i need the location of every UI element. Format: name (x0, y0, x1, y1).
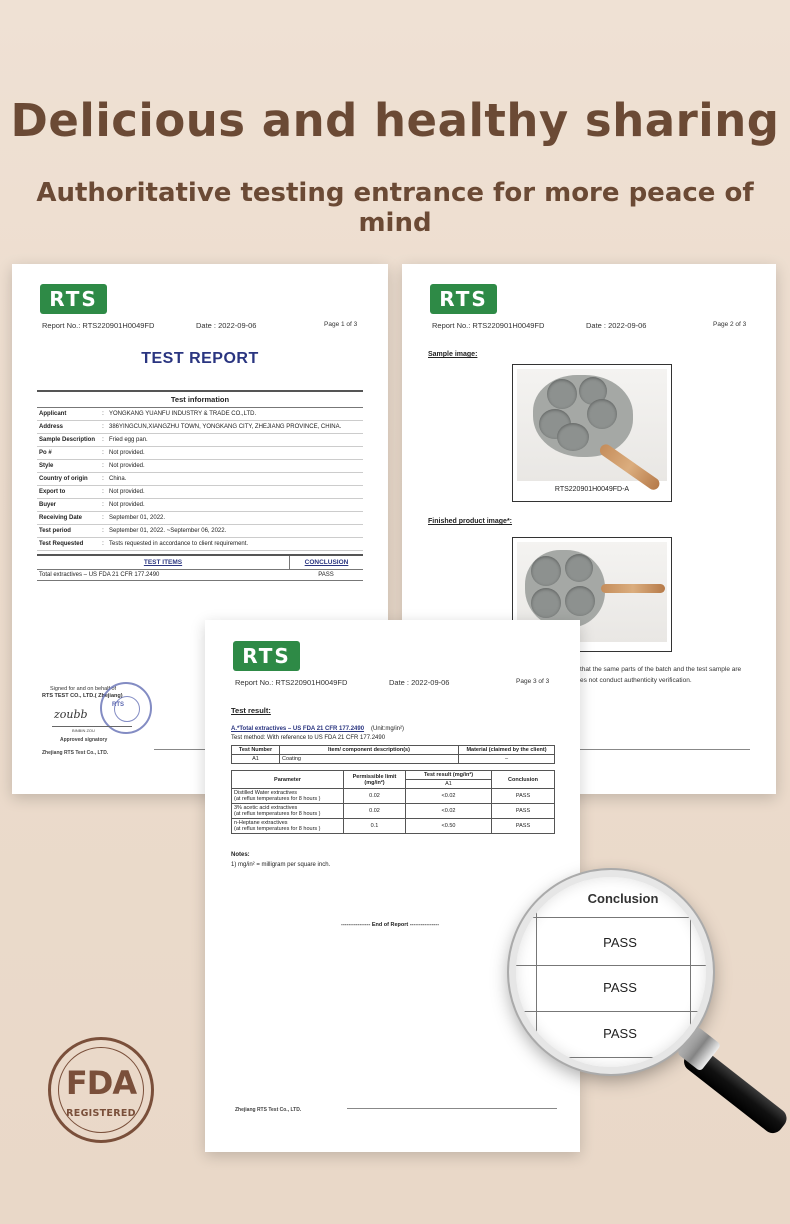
note-line-1: that the same parts of the batch and the test sample are (580, 666, 742, 673)
sample-image (517, 369, 667, 481)
sample-image-frame (512, 364, 672, 502)
fda-registered-badge (48, 1037, 154, 1143)
fda-registered-text: REGISTERED (66, 1108, 136, 1119)
t1-cell: Coating (280, 755, 459, 764)
t2-header: Conclusion (492, 771, 555, 789)
page-headline: Delicious and healthy sharing (10, 94, 780, 147)
t1-header: Item/ component description(s) (280, 746, 459, 755)
report-number: Report No.: RTS220901H0049FD (42, 321, 155, 330)
report-date: Date : 2022-09-06 (196, 321, 257, 330)
table-row: Distilled Water extractives (at reflux temperatures for 8 hours ) 0.02 <0.02 PASS (232, 789, 555, 804)
info-row: Applicant : YONGKANG YUANFU INDUSTRY & TRADE CO.,LTD. (37, 408, 363, 421)
footer-rule (347, 1108, 557, 1109)
notes-label: Notes: (231, 852, 250, 858)
note-1: 1) mg/in² = milligram per square inch. (231, 862, 331, 868)
magnifier-lens (509, 870, 713, 1074)
finished-product-label: Finished product image*: (428, 518, 513, 525)
t1-cell: A1 (232, 755, 280, 764)
signature-line (52, 726, 132, 727)
t1-cell: – (459, 755, 555, 764)
test-result-label: Test result: (231, 706, 271, 715)
report-date: Date : 2022-09-06 (586, 321, 647, 330)
page-number: Page 2 of 3 (713, 321, 747, 328)
magnified-conclusion-header: Conclusion (587, 891, 659, 906)
table-row: 3% acetic acid extractives (at reflux temperatures for 8 hours ) 0.02 <0.02 PASS (232, 804, 555, 819)
test-method: Test method: With reference to US FDA 21 CFR 177.2490 (231, 735, 386, 741)
magnified-pass-2: PASS (603, 980, 637, 995)
results-table (231, 770, 555, 834)
approved-signatory: Approved signatory (60, 737, 108, 743)
info-row: Buyer : Not provided. (37, 499, 363, 512)
footer-rule (580, 749, 750, 750)
page-number: Page 3 of 3 (516, 678, 550, 685)
test-info-table (37, 390, 363, 551)
info-row: Style : Not provided. (37, 460, 363, 473)
test-name: A.*Total extractives – US FDA 21 CFR 177.2490 (231, 726, 365, 732)
end-of-report: ---------------- End of Report ---------------- (341, 922, 440, 928)
t1-header: Test Number (232, 746, 280, 755)
sample-image-label: Sample image: (428, 351, 478, 358)
test-unit: (Unit:mg/in²) (371, 726, 405, 732)
signer-name: BINBIN ZOU (72, 728, 95, 733)
page-number: Page 1 of 3 (324, 321, 358, 328)
t2-header: Permissible limit (mg/in²) (344, 771, 406, 789)
info-row: Export to : Not provided. (37, 486, 363, 499)
note-line-2: es not conduct authenticity verification. (580, 677, 692, 684)
test-result-cell: PASS (318, 572, 334, 578)
info-row: Address : 386YINGCUN,XIANGZHU TOWN, YONGKANG CITY, ZHEJIANG PROVINCE, CHINA. (37, 421, 363, 434)
rts-logo: RTS (233, 641, 300, 671)
magnified-pass-1: PASS (603, 935, 637, 950)
rts-logo: RTS (40, 284, 107, 314)
info-row: Po # : Not provided. (37, 447, 363, 460)
conclusion-table (37, 554, 363, 581)
info-row: Test Requested : Tests requested in accordance to client requirement. (37, 538, 363, 551)
signature: zoubb (54, 708, 88, 721)
rts-logo: RTS (430, 284, 497, 314)
info-row: Receiving Date : September 01, 2022. (37, 512, 363, 525)
info-row: Test period : September 01, 2022. ~September 06, 2022. (37, 525, 363, 538)
test-items-header: TEST ITEMS (143, 559, 183, 566)
signature-block: Signed for and on behalf of RTS TEST CO., LTD.( Zhejiang) (42, 686, 123, 699)
sample-image-caption: RTS220901H0049FD-A (554, 486, 630, 493)
t1-header: Material (claimed by the client) (459, 746, 555, 755)
info-row: Country of origin : China. (37, 473, 363, 486)
company-name: Zhejiang RTS Test Co., LTD. (42, 750, 109, 756)
report-page-3 (205, 620, 580, 1152)
magnified-pass-3: PASS (603, 1026, 637, 1041)
t2-subheader: A1 (406, 780, 492, 789)
stamp-text: RTS (112, 702, 124, 708)
test-info-heading: Test information (37, 390, 363, 408)
component-table (231, 745, 555, 764)
report-date: Date : 2022-09-06 (389, 678, 450, 687)
info-row: Sample Description : Fried egg pan. (37, 434, 363, 447)
report-number: Report No.: RTS220901H0049FD (235, 678, 348, 687)
company-name: Zhejiang RTS Test Co., LTD. (235, 1107, 302, 1113)
t2-header: Parameter (232, 771, 344, 789)
report-title: TEST REPORT (141, 350, 259, 367)
test-item-cell: Total extractives – US FDA 21 CFR 177.2490 (39, 572, 160, 578)
table-row: n-Heptane extractives (at reflux temperatures for 8 hours ) 0.1 <0.50 PASS (232, 819, 555, 834)
t2-header: Test result (mg/in²) (406, 771, 492, 780)
report-number: Report No.: RTS220901H0049FD (432, 321, 545, 330)
fda-logo-text: FDA (65, 1064, 137, 1102)
page-subheadline: Authoritative testing entrance for more peace of mind (36, 178, 754, 238)
conclusion-header: CONCLUSION (289, 556, 363, 569)
